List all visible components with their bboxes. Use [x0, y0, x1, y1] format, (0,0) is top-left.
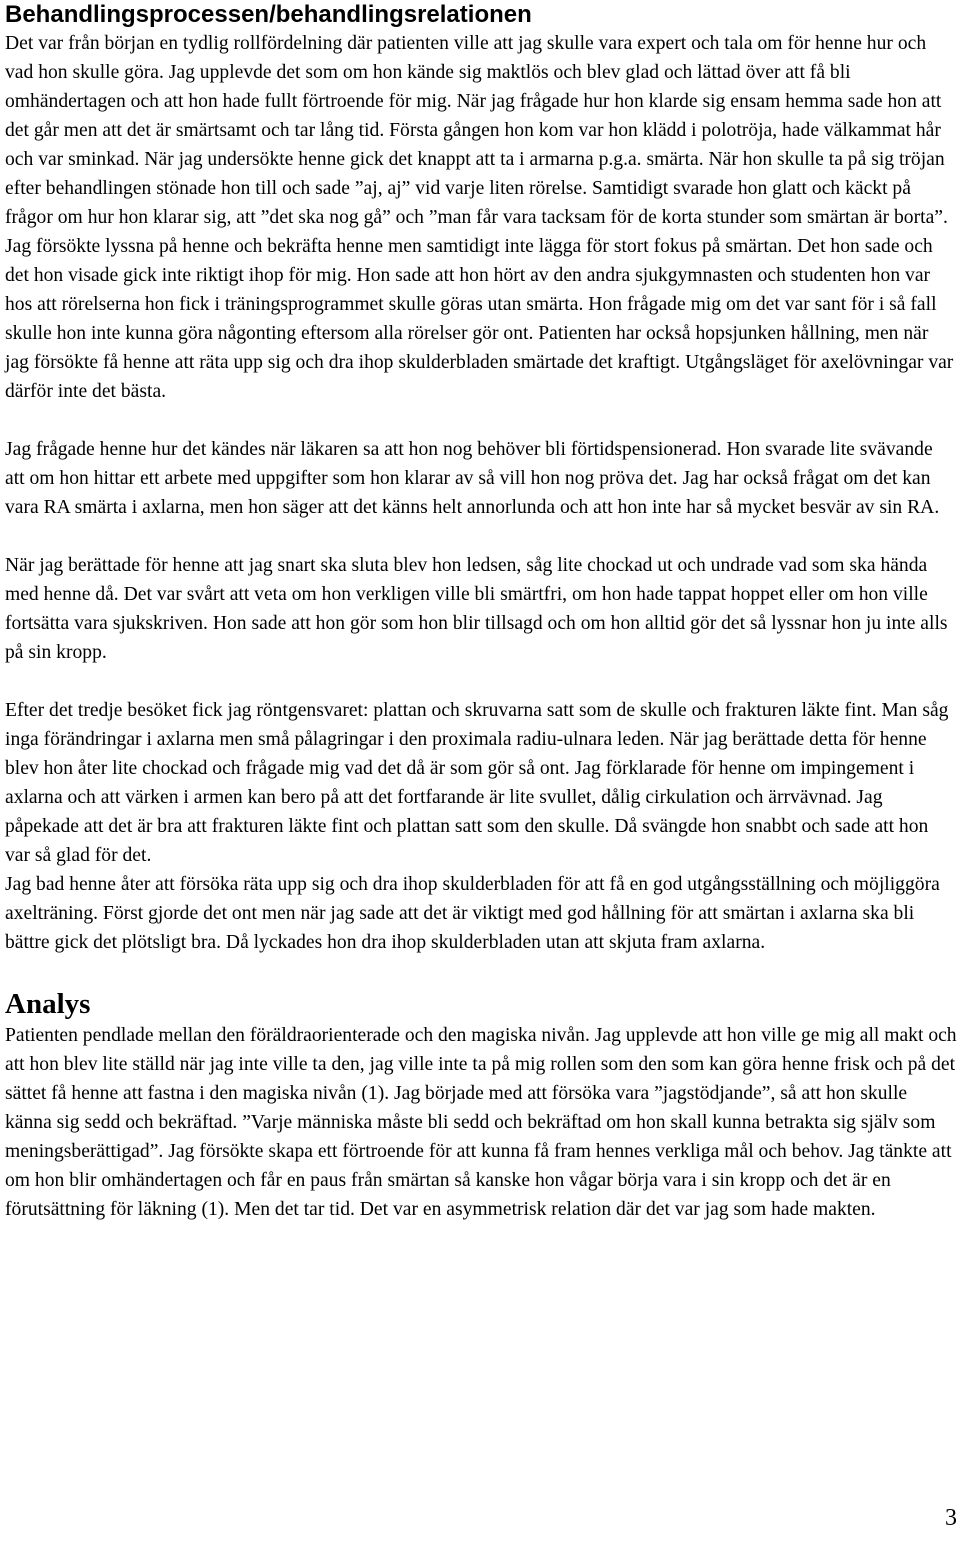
paragraph: När jag berättade för henne att jag snart ska sluta blev hon ledsen, såg lite chockad ut och undrade vad som ska hända med henne då. Det var svårt att veta om hon verkligen ville bli smärtfri, om hon hade tappat hoppet eller om hon ville fortsätta vara sjukskriven. Hon sade att hon gör som hon blir tillsagd och om hon alltid gör det så lyssnar hon ju inte alls på sin kropp. [5, 555, 948, 663]
paragraph: Det var från början en tydlig rollfördelning där patienten ville att jag skulle vara expert och tala om för henne hur och vad hon skulle göra. Jag upplevde det som om hon kände sig maktlös och blev glad och lättad över att få bli omhändertagen och att hon hade fullt förtroende för mig. När jag frågade hur hon klarde sig ensam hemma sade hon att det går men att det är smärtsamt och tar lång tid. Första gången hon kom var hon klädd i polotröja, hade välkammat hår och var sminkad. När jag undersökte henne gick det knappt att ta i armarna p.g.a. smärta. När hon skulle ta på sig tröjan efter behandlingen stönade hon till och sade ”aj, aj” vid varje liten rörelse. Samtidigt svarade hon glatt och käckt på frågor om hur hon klarar sig, att ”det ska nog gå” och ”man får vara tacksam för de korta stunder som smärtan är borta”. Jag försökte lyssna på henne och bekräfta henne men samtidigt inte lägga för stort fokus på smärtan. Det hon sade och det hon visade gick inte riktigt ihop för mig. Hon sade att hon hört av den andra sjukgymnasten och studenten hon var hos att rörelserna hon fick i träningsprogrammet skulle göras utan smärta. Hon frågade mig om det var sant för i så fall skulle hon inte kunna göra någonting eftersom alla rörelser gör ont. Patienten har också hopsjunken hållning, men när jag försökte få henne att räta upp sig och dra ihop skulderbladen smärtade det kraftigt. Utgångsläget för axelövningar var därför inte det bästa. [5, 33, 954, 402]
page-number: 3 [945, 1505, 957, 1531]
paragraph: Jag frågade henne hur det kändes när läkaren sa att hon nog behöver bli förtidspensionerad. Hon svarade lite svävande att om hon hittar ett arbete med uppgifter som hon klarar av så vill hon nog pröva det. Jag har också frågat om det kan vara RA smärta i axlarna, men hon säger att det känns helt annorlunda och att hon inte har så mycket besvär av sin RA. [5, 439, 940, 518]
section-gap [5, 957, 957, 987]
paragraph-gap [5, 406, 957, 435]
paragraph: Jag bad henne åter att försöka räta upp sig och dra ihop skulderbladen för att få en god utgångsställning och möjliggöra axelträning. Först gjorde det ont men när jag sade att det är viktigt med god hållning för att smärtan i axlarna ska bli bättre gick det plötsligt bra. Då lyckades hon dra ihop skulderbladen utan att skjuta fram axlarna. [5, 874, 940, 953]
document-page [5, 0, 957, 1224]
analysis-paragraph: Patienten pendlade mellan den föräldraorienterade och den magiska nivån. Jag upplevde att hon ville ge mig all makt och att hon blev lite ställd när jag inte ville ta den, jag ville inte ta på mig rollen som den som kan göra henne frisk och på det sättet få henne att fastna i den magiska nivån (1). Jag började med att försöka vara ”jagstödjande”, så att hon skulle känna sig sedd och bekräftad. ”Varje människa måste bli sedd och bekräftad om hon skall kunna betrakta sig själv som meningsberättigad”. Jag försökte skapa ett förtroende för att kunna få fram hennes verkliga mål och behov. Jag tänkte att om hon blir omhändertagen och får en paus från smärtan så kanske hon vågar börja vara i sin kropp och det är en förutsättning för läkning (1). Men det tar tid. Det var en asymmetrisk relation där det var jag som hade makten. [5, 1025, 957, 1220]
paragraph-gap [5, 667, 957, 696]
section-title: Behandlingsprocessen/behandlingsrelationen [5, 1, 532, 28]
paragraph: Efter det tredje besöket fick jag röntgensvaret: plattan och skruvarna satt som de skulle och frakturen läkte fint. Man såg inga förändringar i axlarna men små pålagringar i den proximala radiu-ulnara leden. När jag berättade detta för henne blev hon åter lite chockad och frågade mig vad det då är som gör så ont. Jag förklarade för henne om impingement i axlarna och att värken i armen kan bero på att det fortfarande är lite svullet, dålig cirkulation och ärrvävnad. Jag påpekade att det är bra att frakturen läkte fint och plattan satt som den skulle. Då svängde hon snabbt och sade att hon var så glad för det. [5, 700, 949, 866]
analysis-title: Analys [5, 988, 91, 1020]
paragraph-gap [5, 522, 957, 551]
